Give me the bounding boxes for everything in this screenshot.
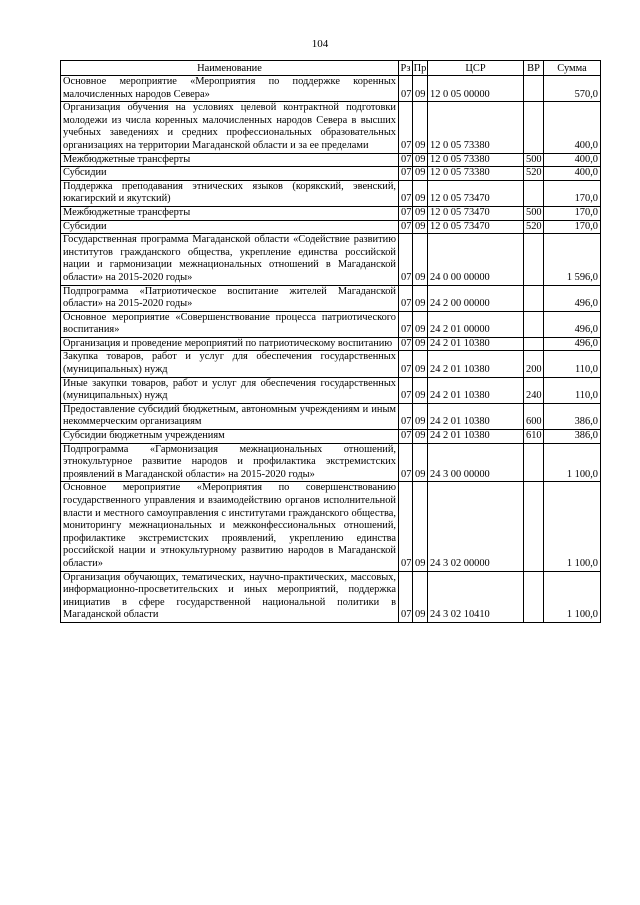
cell-name: Организация обучающих, тематических, научно-практических, массовых, информационно-просветительских и иных мероприятий, поддержка инициатив в сфере государственной национальной политики в Магаданской области bbox=[61, 571, 399, 622]
cell-vr bbox=[524, 337, 544, 351]
table-row bbox=[61, 180, 601, 206]
table-row bbox=[61, 311, 601, 337]
cell-pr: 09 bbox=[413, 351, 428, 377]
cell-sum: 170,0 bbox=[544, 206, 601, 220]
cell-rz: 07 bbox=[399, 167, 413, 181]
cell-sum: 110,0 bbox=[544, 351, 601, 377]
cell-vr bbox=[524, 571, 544, 622]
cell-sum: 496,0 bbox=[544, 311, 601, 337]
table-row bbox=[61, 430, 601, 444]
cell-pr: 09 bbox=[413, 234, 428, 285]
cell-vr: 610 bbox=[524, 430, 544, 444]
header-row bbox=[61, 61, 601, 76]
cell-csr: 24 2 00 00000 bbox=[428, 285, 524, 311]
cell-vr: 200 bbox=[524, 351, 544, 377]
cell-pr: 09 bbox=[413, 220, 428, 234]
cell-sum: 496,0 bbox=[544, 285, 601, 311]
cell-rz: 07 bbox=[399, 482, 413, 571]
cell-csr: 12 0 05 73380 bbox=[428, 102, 524, 153]
cell-pr: 09 bbox=[413, 311, 428, 337]
cell-name: Иные закупки товаров, работ и услуг для обеспечения государственных (муниципальных) нужд bbox=[61, 377, 399, 403]
table-row bbox=[61, 443, 601, 482]
cell-sum: 400,0 bbox=[544, 102, 601, 153]
cell-rz: 07 bbox=[399, 102, 413, 153]
cell-rz: 07 bbox=[399, 351, 413, 377]
cell-sum: 1 596,0 bbox=[544, 234, 601, 285]
cell-pr: 09 bbox=[413, 337, 428, 351]
cell-name: Субсидии бюджетным учреждениям bbox=[61, 430, 399, 444]
cell-pr: 09 bbox=[413, 430, 428, 444]
cell-name: Организация обучения на условиях целевой контрактной подготовки молодежи из числа коренных малочисленных народов Севера в высших учебных заведениях и средних профессиональных образовательных организациях на территории Магаданской области и за ее пределами bbox=[61, 102, 399, 153]
header-name: Наименование bbox=[61, 61, 399, 76]
cell-csr: 24 2 01 10380 bbox=[428, 403, 524, 429]
cell-csr: 24 3 02 10410 bbox=[428, 571, 524, 622]
cell-sum: 1 100,0 bbox=[544, 571, 601, 622]
cell-csr: 12 0 05 73380 bbox=[428, 153, 524, 167]
cell-name: Подпрограмма «Патриотическое воспитание жителей Магаданской области» на 2015-2020 годы» bbox=[61, 285, 399, 311]
table-row bbox=[61, 234, 601, 285]
cell-vr: 520 bbox=[524, 220, 544, 234]
table-row bbox=[61, 571, 601, 622]
cell-rz: 07 bbox=[399, 285, 413, 311]
table-row bbox=[61, 153, 601, 167]
table-row bbox=[61, 167, 601, 181]
cell-sum: 570,0 bbox=[544, 76, 601, 102]
cell-csr: 12 0 05 73470 bbox=[428, 180, 524, 206]
cell-csr: 12 0 05 73470 bbox=[428, 220, 524, 234]
table-row bbox=[61, 377, 601, 403]
cell-rz: 07 bbox=[399, 153, 413, 167]
cell-sum: 400,0 bbox=[544, 153, 601, 167]
cell-rz: 07 bbox=[399, 571, 413, 622]
cell-rz: 07 bbox=[399, 234, 413, 285]
header-rz: Рз bbox=[399, 61, 413, 76]
cell-sum: 386,0 bbox=[544, 403, 601, 429]
header-sum: Сумма bbox=[544, 61, 601, 76]
cell-csr: 12 0 05 00000 bbox=[428, 76, 524, 102]
cell-vr: 500 bbox=[524, 153, 544, 167]
cell-csr: 12 0 05 73470 bbox=[428, 206, 524, 220]
table-body bbox=[61, 76, 601, 623]
cell-csr: 24 2 01 10380 bbox=[428, 337, 524, 351]
cell-sum: 1 100,0 bbox=[544, 443, 601, 482]
cell-csr: 12 0 05 73380 bbox=[428, 167, 524, 181]
cell-name: Межбюджетные трансферты bbox=[61, 153, 399, 167]
cell-csr: 24 2 01 10380 bbox=[428, 430, 524, 444]
cell-rz: 07 bbox=[399, 403, 413, 429]
cell-sum: 496,0 bbox=[544, 337, 601, 351]
cell-pr: 09 bbox=[413, 76, 428, 102]
cell-vr: 500 bbox=[524, 206, 544, 220]
cell-name: Субсидии bbox=[61, 167, 399, 181]
table-row bbox=[61, 206, 601, 220]
cell-rz: 07 bbox=[399, 430, 413, 444]
cell-name: Закупка товаров, работ и услуг для обеспечения государственных (муниципальных) нужд bbox=[61, 351, 399, 377]
cell-sum: 1 100,0 bbox=[544, 482, 601, 571]
cell-vr: 240 bbox=[524, 377, 544, 403]
cell-sum: 386,0 bbox=[544, 430, 601, 444]
cell-vr bbox=[524, 311, 544, 337]
cell-rz: 07 bbox=[399, 337, 413, 351]
header-pr: Пр bbox=[413, 62, 427, 74]
cell-sum: 110,0 bbox=[544, 377, 601, 403]
table-row bbox=[61, 76, 601, 102]
cell-name: Субсидии bbox=[61, 220, 399, 234]
cell-csr: 24 2 01 10380 bbox=[428, 377, 524, 403]
cell-rz: 07 bbox=[399, 76, 413, 102]
cell-rz: 07 bbox=[399, 206, 413, 220]
page-number: 104 bbox=[311, 38, 329, 50]
table-header bbox=[61, 61, 601, 76]
table-row bbox=[61, 285, 601, 311]
cell-rz: 07 bbox=[399, 220, 413, 234]
cell-vr bbox=[524, 180, 544, 206]
cell-pr: 09 bbox=[413, 102, 428, 153]
cell-pr: 09 bbox=[413, 180, 428, 206]
cell-rz: 07 bbox=[399, 180, 413, 206]
header-csr: ЦСР bbox=[428, 61, 524, 76]
cell-vr bbox=[524, 76, 544, 102]
cell-pr: 09 bbox=[413, 443, 428, 482]
cell-name: Основное мероприятие «Мероприятия по поддержке коренных малочисленных народов Севера» bbox=[61, 76, 399, 102]
cell-rz: 07 bbox=[399, 311, 413, 337]
cell-vr bbox=[524, 234, 544, 285]
cell-name: Основное мероприятие «Мероприятия по совершенствованию государственного управления и взаимодействию органов исполнительной власти и местного самоуправления с институтами гражданского общества, мониторингу межнациональных и межконфессиональных отношений, профилактике экстремистских проявлений, укреплению единства российской нации и этнокультурному развитию народов в Магаданской области» bbox=[61, 482, 399, 571]
cell-pr: 09 bbox=[413, 403, 428, 429]
cell-pr: 09 bbox=[413, 482, 428, 571]
table-row bbox=[61, 102, 601, 153]
cell-name: Межбюджетные трансферты bbox=[61, 206, 399, 220]
cell-sum: 170,0 bbox=[544, 180, 601, 206]
cell-vr bbox=[524, 102, 544, 153]
cell-csr: 24 0 00 00000 bbox=[428, 234, 524, 285]
cell-name: Основное мероприятие «Совершенствование процесса патриотического воспитания» bbox=[61, 311, 399, 337]
cell-vr: 600 bbox=[524, 403, 544, 429]
table-row bbox=[61, 482, 601, 571]
cell-csr: 24 2 01 00000 bbox=[428, 311, 524, 337]
cell-pr: 09 bbox=[413, 285, 428, 311]
cell-csr: 24 3 02 00000 bbox=[428, 482, 524, 571]
cell-pr: 09 bbox=[413, 377, 428, 403]
cell-sum: 170,0 bbox=[544, 220, 601, 234]
header-vr: ВР bbox=[524, 61, 544, 76]
cell-name: Государственная программа Магаданской области «Содействие развитию институтов гражданского общества, укрепление единства российской нации и гармонизации межнациональных отношений в Магаданской области» на 2015-2020 годы» bbox=[61, 234, 399, 285]
cell-csr: 24 2 01 10380 bbox=[428, 351, 524, 377]
cell-pr: 09 bbox=[413, 153, 428, 167]
cell-pr: 09 bbox=[413, 206, 428, 220]
table-row bbox=[61, 337, 601, 351]
table-row bbox=[61, 403, 601, 429]
cell-name: Предоставление субсидий бюджетным, автономным учреждениям и иным некоммерческим организациям bbox=[61, 403, 399, 429]
cell-sum: 400,0 bbox=[544, 167, 601, 181]
cell-name: Поддержка преподавания этнических языков (корякский, эвенский, юкагирский и якутский) bbox=[61, 180, 399, 206]
cell-vr bbox=[524, 482, 544, 571]
cell-vr: 520 bbox=[524, 167, 544, 181]
cell-pr: 09 bbox=[413, 571, 428, 622]
table-row bbox=[61, 220, 601, 234]
cell-vr bbox=[524, 285, 544, 311]
table-row bbox=[61, 351, 601, 377]
cell-pr: 09 bbox=[413, 167, 428, 181]
cell-rz: 07 bbox=[399, 377, 413, 403]
cell-name: Подпрограмма «Гармонизация межнациональных отношений, этнокультурное развитие народов и профилактика экстремистских проявлений в Магаданской области» на 2015-2020 годы» bbox=[61, 443, 399, 482]
budget-table bbox=[60, 60, 601, 623]
cell-vr bbox=[524, 443, 544, 482]
cell-name: Организация и проведение мероприятий по патриотическому воспитанию bbox=[61, 337, 399, 351]
cell-rz: 07 bbox=[399, 443, 413, 482]
cell-csr: 24 3 00 00000 bbox=[428, 443, 524, 482]
